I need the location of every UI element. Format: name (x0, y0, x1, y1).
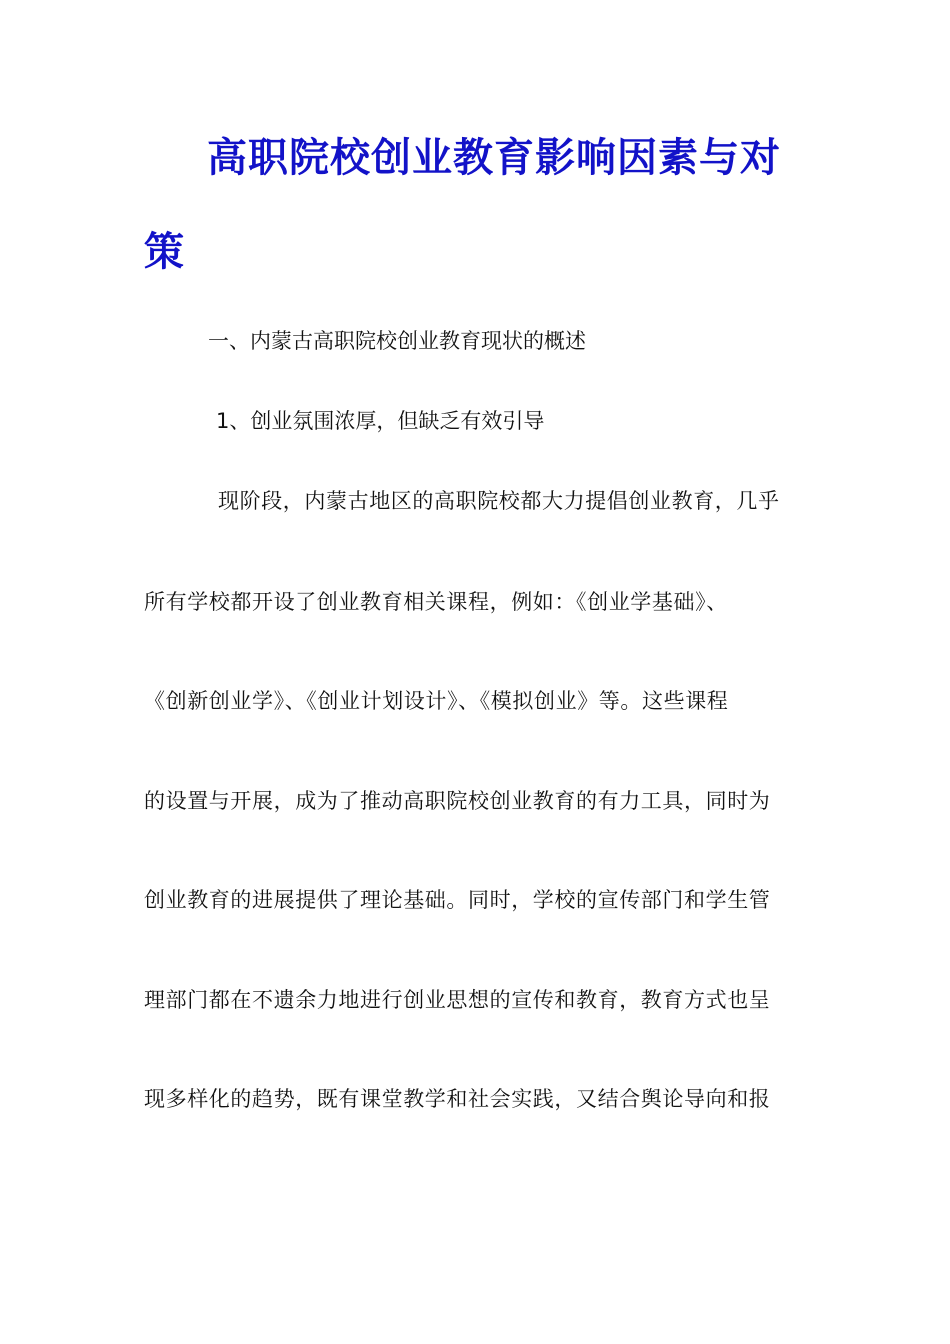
paragraph-line-3: 《创新创业学》、《创业计划设计》、《模拟创业》等。这些课程 (144, 689, 729, 713)
paragraph-line-5: 创业教育的进展提供了理论基础。同时，学校的宣传部门和学生管 (144, 888, 771, 912)
document-title-line-1: 高职院校创业教育影响因素与对 (207, 134, 781, 181)
document-title-line-2: 策 (144, 228, 184, 275)
section-heading: 一、内蒙古高职院校创业教育现状的概述 (208, 329, 586, 353)
paragraph-line-2: 所有学校都开设了创业教育相关课程，例如：《创业学基础》、 (144, 590, 728, 614)
subsection-heading: 1、创业氛围浓厚，但缺乏有效引导 (216, 409, 545, 433)
paragraph-line-4: 的设置与开展，成为了推动高职院校创业教育的有力工具，同时为 (144, 789, 771, 813)
paragraph-line-6: 理部门都在不遗余力地进行创业思想的宣传和教育，教育方式也呈 (144, 988, 771, 1012)
paragraph-line-7: 现多样化的趋势，既有课堂教学和社会实践，又结合舆论导向和报 (144, 1087, 771, 1111)
paragraph-line-1: 现阶段，内蒙古地区的高职院校都大力提倡创业教育，几乎 (218, 489, 780, 513)
